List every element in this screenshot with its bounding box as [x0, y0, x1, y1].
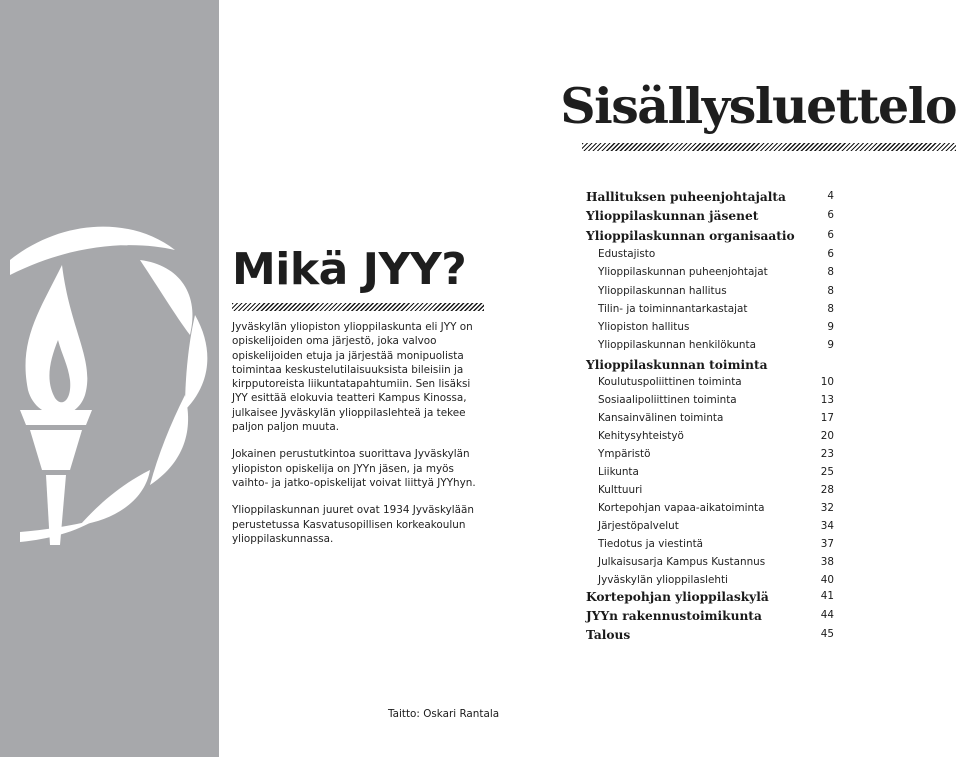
toc-entry-label: Tiedotus ja viestintä — [598, 538, 704, 550]
toc-entry-page: 41 — [820, 590, 834, 602]
toc-entry-label: Liikunta — [598, 466, 639, 478]
toc-entry-label: Kortepohjan ylioppilaskylä — [586, 590, 769, 604]
toc-entry-label: Ylioppilaskunnan organisaatio — [586, 229, 795, 243]
toc-entry-label: Jyväskylän ylioppilaslehti — [598, 574, 728, 586]
toc-entry-label: Kehitysyhteistyö — [598, 430, 684, 442]
page-title: Mikä JYY? — [232, 244, 467, 295]
toc-entry-page: 6 — [827, 209, 834, 221]
toc-section-entry — [586, 209, 836, 227]
toc-subsection-entry — [586, 448, 836, 466]
toc-entry-label: Ylioppilaskunnan jäsenet — [586, 209, 759, 223]
toc-entry-page: 6 — [827, 229, 834, 241]
toc-section-entry — [586, 609, 836, 627]
toc-subsection-entry — [586, 376, 836, 394]
toc-entry-page: 38 — [820, 556, 834, 568]
toc-subsection-entry — [586, 248, 836, 266]
toc-entry-page: 8 — [827, 266, 834, 278]
toc-entry-page: 9 — [827, 321, 834, 333]
intro-paragraph: Jyväskylän yliopiston ylioppilaskunta eli JYY on opiskelijoiden oma järjestö, joka valvoo opiskelijoiden etuja ja järjestää monipuolista toimintaa keskustelutilaisuuksista bileisiin ja kirpputoreista liikuntatapahtumiin. Sen lisäksi JYY esittää elokuvia teatteri Kampus Kinossa, julkaisee Jyväskylän ylioppilaslehteä ja tekee paljon paljon muuta. — [232, 321, 473, 434]
toc-entry-page: 34 — [820, 520, 834, 532]
layout-credit: Taitto: Oskari Rantala — [388, 708, 500, 720]
toc-section-entry — [586, 590, 836, 608]
toc-entry-label: JYYn rakennustoimikunta — [586, 609, 762, 623]
toc-subsection-entry — [586, 430, 836, 448]
toc-entry-label: Ylioppilaskunnan henkilökunta — [598, 339, 756, 351]
toc-entry-page: 23 — [820, 448, 834, 460]
toc-entry-label: Talous — [586, 628, 631, 642]
toc-subsection-entry — [586, 484, 836, 502]
toc-entry-label: Koulutuspoliittinen toiminta — [598, 376, 742, 388]
toc-section-entry — [586, 190, 836, 208]
toc-entry-label: Ympäristö — [598, 448, 651, 460]
toc-entry-label: Julkaisusarja Kampus Kustannus — [598, 556, 766, 568]
toc-entry-page: 6 — [827, 248, 834, 260]
torch-laurel-emblem-icon — [0, 220, 240, 560]
toc-entry-label: Ylioppilaskunnan toiminta — [586, 358, 768, 372]
toc-entry-label: Tilin- ja toiminnantarkastajat — [598, 303, 748, 315]
title-hatch-divider — [232, 303, 484, 311]
toc-entry-label: Kortepohjan vapaa-aikatoiminta — [598, 502, 765, 514]
toc-title: Sisällysluettelo — [560, 77, 956, 135]
toc-entry-label: Ylioppilaskunnan puheenjohtajat — [598, 266, 768, 278]
toc-entry-page: 17 — [820, 412, 834, 424]
toc-entry-page: 8 — [827, 285, 834, 297]
toc-entry-page: 4 — [827, 190, 834, 202]
toc-subsection-entry — [586, 412, 836, 430]
toc-entry-page: 13 — [820, 394, 834, 406]
toc-entry-page: 44 — [820, 609, 834, 621]
toc-entry-label: Yliopiston hallitus — [598, 321, 690, 333]
toc-entry-label: Järjestöpalvelut — [598, 520, 679, 532]
intro-paragraph: Ylioppilaskunnan juuret ovat 1934 Jyväskylään perustetussa Kasvatusopillisen korkeakoulun ylioppilaskunnassa. — [232, 504, 474, 545]
toc-section-entry — [586, 229, 836, 247]
toc-subsection-entry — [586, 466, 836, 484]
toc-entry-page: 25 — [820, 466, 834, 478]
toc-subsection-entry — [586, 556, 836, 574]
toc-subsection-entry — [586, 538, 836, 556]
toc-entry-page: 8 — [827, 303, 834, 315]
toc-subsection-entry — [586, 502, 836, 520]
toc-subsection-entry — [586, 520, 836, 538]
toc-subsection-entry — [586, 321, 836, 339]
toc-entry-page: 20 — [820, 430, 834, 442]
intro-text — [232, 320, 486, 559]
toc-entry-label: Sosiaalipoliittinen toiminta — [598, 394, 737, 406]
toc-subsection-entry — [586, 339, 836, 357]
toc-section-entry — [586, 358, 836, 376]
toc-entry-page: 9 — [827, 339, 834, 351]
toc-entry-label: Kulttuuri — [598, 484, 643, 496]
toc-entry-page: 45 — [820, 628, 834, 640]
toc-entry-label: Edustajisto — [598, 248, 656, 260]
toc-entry-label: Ylioppilaskunnan hallitus — [598, 285, 727, 297]
toc-entry-label: Hallituksen puheenjohtajalta — [586, 190, 786, 204]
toc-entry-page: 10 — [820, 376, 834, 388]
toc-subsection-entry — [586, 266, 836, 284]
toc-section-entry — [586, 628, 836, 646]
toc-subsection-entry — [586, 285, 836, 303]
toc-entry-page: 28 — [820, 484, 834, 496]
toc-entry-label: Kansainvälinen toiminta — [598, 412, 724, 424]
toc-subsection-entry — [586, 394, 836, 412]
toc-entry-page: 40 — [820, 574, 834, 586]
toc-entry-page: 37 — [820, 538, 834, 550]
intro-paragraph: Jokainen perustutkintoa suorittava Jyväskylän yliopiston opiskelija on JYYn jäsen, ja myös vaihto- ja jatko-opiskelijat voivat liittyä JYYhyn. — [232, 448, 476, 489]
toc-entry-page: 32 — [820, 502, 834, 514]
toc-subsection-entry — [586, 303, 836, 321]
toc-hatch-divider — [582, 143, 956, 151]
